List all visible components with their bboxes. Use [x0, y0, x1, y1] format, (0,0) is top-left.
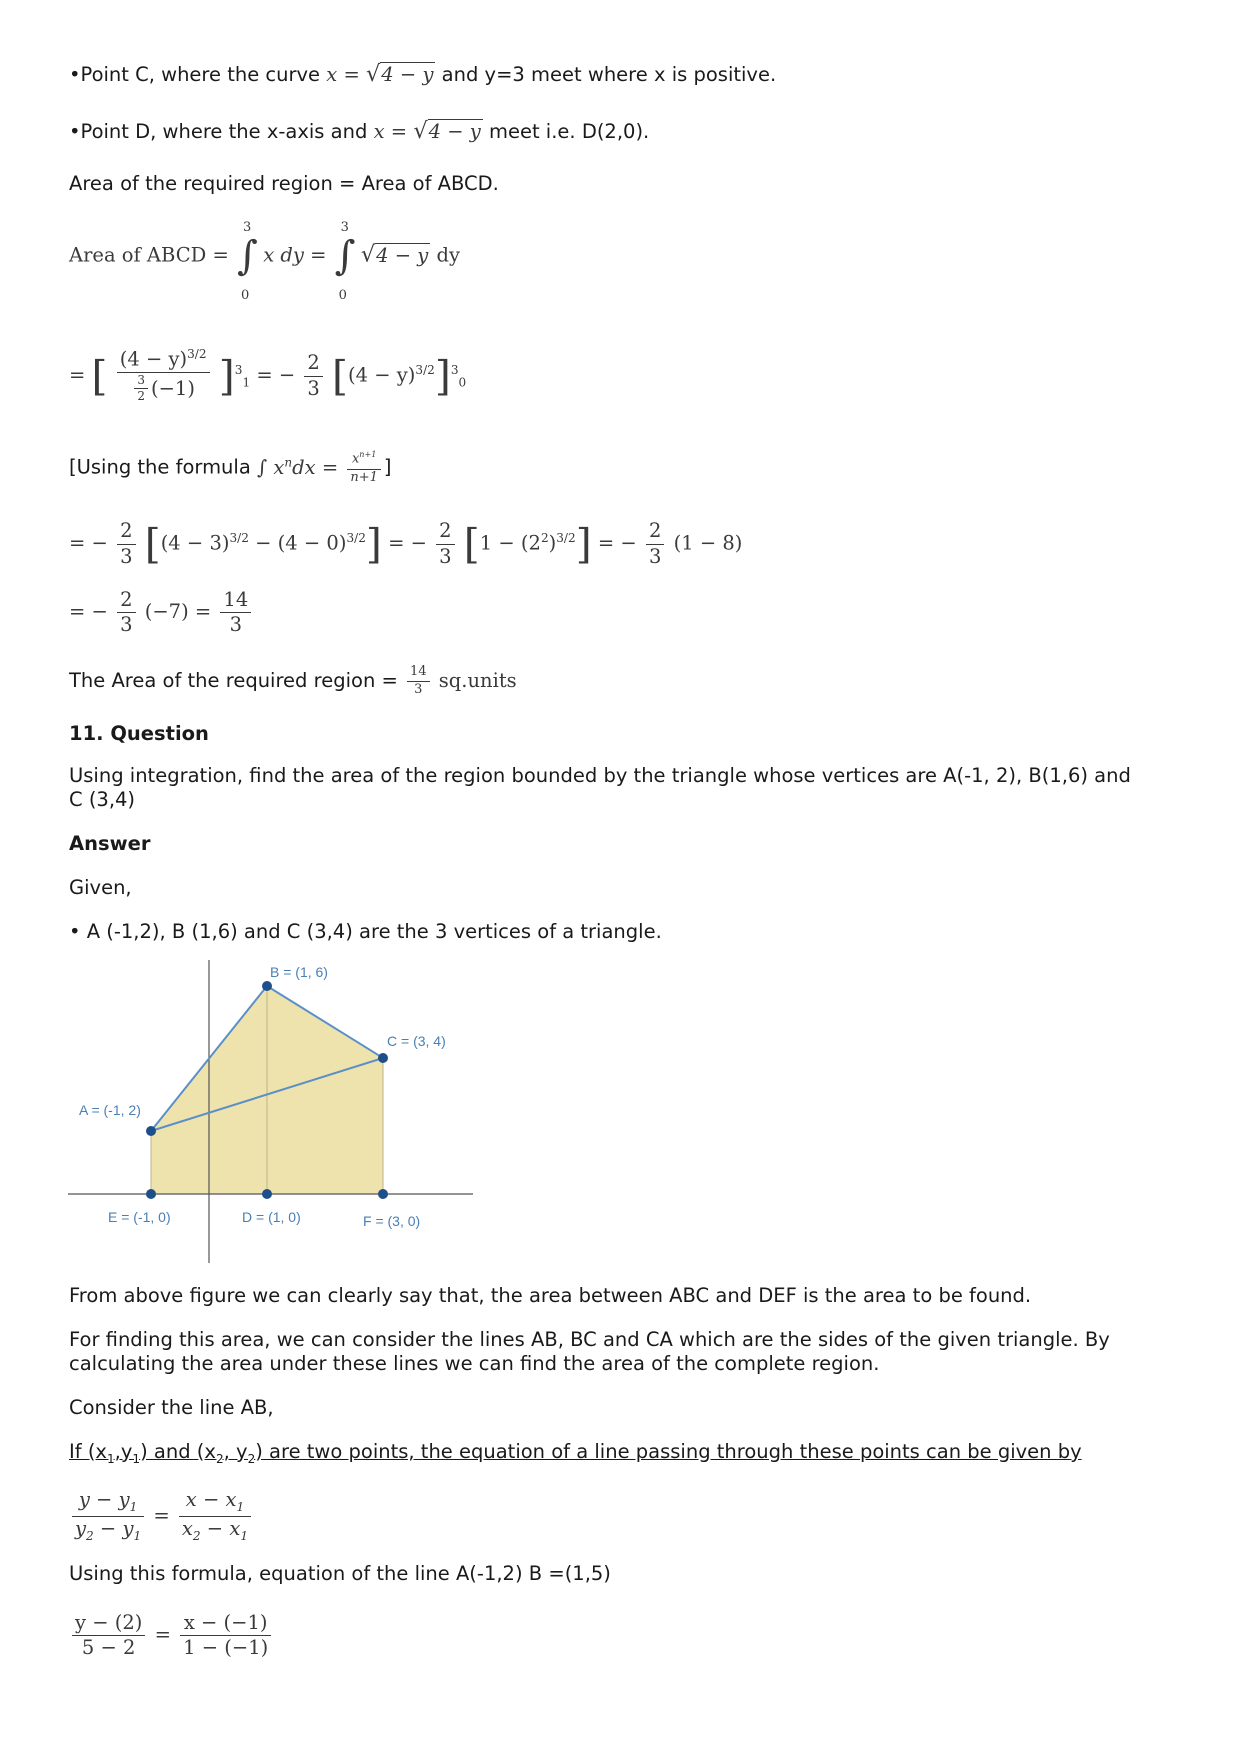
consider-line-ab: Consider the line AB,	[69, 1396, 274, 1419]
point-d-line: •Point D, where the x-axis and x = √4 − y meet i.e. D(2,0).	[69, 118, 650, 144]
point-c-suffix: and y=3 meet where x is positive.	[441, 63, 777, 86]
label-b: B = (1, 6)	[270, 964, 328, 980]
integral-sign: 3 ∫ 0	[334, 220, 356, 303]
vertices-text: • A (-1,2), B (1,6) and C (3,4) are the 3 vertices of a triangle.	[69, 920, 662, 943]
point-d-suffix: meet i.e. D(2,0).	[488, 120, 650, 143]
point-c	[378, 1053, 388, 1063]
two-points-statement: If $(x_1,y_1)$ and ($x_2$, $y_2$) are two points, the equation of a line passing through these points can be given by	[69, 1440, 1082, 1466]
question-heading: 11. Question	[69, 722, 209, 745]
given-text: Given,	[69, 876, 132, 899]
point-f	[378, 1189, 388, 1199]
eq1-radicand: 4 − y	[376, 243, 429, 267]
point-c-line: •Point C, where the curve x = √4 − y and y=3 meet where x is positive.	[69, 61, 777, 87]
point-d-prefix: •Point D, where the x-axis and	[69, 120, 368, 143]
point-c-x-eq: x =	[326, 63, 360, 86]
point-d-x-eq: x =	[373, 120, 408, 143]
formula-note: [Using the formula ∫ $x^ndx$ = $\frac{x^{n+1}}{n+1}$ ]	[69, 450, 392, 485]
paragraph-area-between: From above figure we can clearly say that, the area between ABC and DEF is the area to be found.	[69, 1284, 1032, 1307]
answer-heading: Answer	[69, 832, 151, 855]
point-e	[146, 1189, 156, 1199]
area-result: The Area of the required region = $\frac{14}{3}$ sq.units	[69, 664, 517, 697]
label-c: C = (3, 4)	[387, 1033, 446, 1049]
point-d	[262, 1189, 272, 1199]
integral-sign: 3 ∫ 0	[237, 220, 258, 303]
point-a	[146, 1126, 156, 1136]
equation-area-abcd: Area of ABCD = 3 ∫ 0 x dy = 3 ∫ 0 √4 − y dy	[69, 220, 460, 303]
question-text-line2: C (3,4)	[69, 788, 136, 811]
label-e: E = (-1, 0)	[108, 1209, 171, 1225]
equation-result: = − $\frac{2}{3}$ (−7) = $\frac{14}{3}$	[69, 584, 254, 640]
equation-antiderivative: = [ $(4 - y)^{3/2}$ $\frac{3}{2}$ (−1) ]$^3_1$ = − $\frac{2}{3}$ $[(4 - y)^{3/2}]^3_0$	[69, 346, 467, 404]
eq1-tail: dy	[436, 243, 460, 267]
label-a: A = (-1, 2)	[79, 1102, 141, 1118]
point-c-prefix: •Point C, where the curve	[69, 63, 321, 86]
paragraph-lines-line2: calculating the area under these lines we can find the area of the complete region.	[69, 1352, 880, 1375]
two-point-formula: $\frac{y - y_1}{y_2 - y_1}$ = $\frac{x - x_1}{x_2 - x_1}$	[69, 1486, 254, 1546]
paragraph-lines-line1: For finding this area, we can consider the lines AB, BC and CA which are the sides of the given triangle. By	[69, 1328, 1110, 1351]
point-c-radicand: 4 − y	[381, 63, 434, 86]
eq2-fraction: $(4 - y)^{3/2}$ $\frac{3}{2}$ (−1)	[117, 348, 210, 405]
eq1-lhs: Area of ABCD =	[69, 243, 229, 267]
label-f: F = (3, 0)	[363, 1213, 421, 1229]
triangle-figure	[60, 955, 480, 1270]
label-d: D = (1, 0)	[242, 1209, 301, 1225]
area-required-text: Area of the required region = Area of ABCD.	[69, 172, 499, 195]
line-ab-equation: $\frac{y - (2)}{5 - 2}$ = $\frac{x - (-1)}{1 - (-1)}$	[69, 1605, 274, 1665]
question-text-line1: Using integration, find the area of the region bounded by the triangle whose vertices are A(-1, 2), B(1,6) and	[69, 764, 1131, 787]
using-formula-text: Using this formula, equation of the line A(-1,2) B =(1,5)	[69, 1562, 611, 1585]
point-d-radicand: 4 − y	[428, 120, 481, 143]
point-b	[262, 981, 272, 991]
equation-evaluate-limits: = − $\frac{2}{3}$ $[(4 - 3)^{3/2} - (4 - 0)^{3/2}]$ = − $\frac{2}{3}$ $[1 - (2^2)^{3/2}]$ = − $\frac{2}{3}$ (1 − 8)	[69, 519, 743, 568]
eq1-mid: x dy =	[263, 243, 327, 267]
